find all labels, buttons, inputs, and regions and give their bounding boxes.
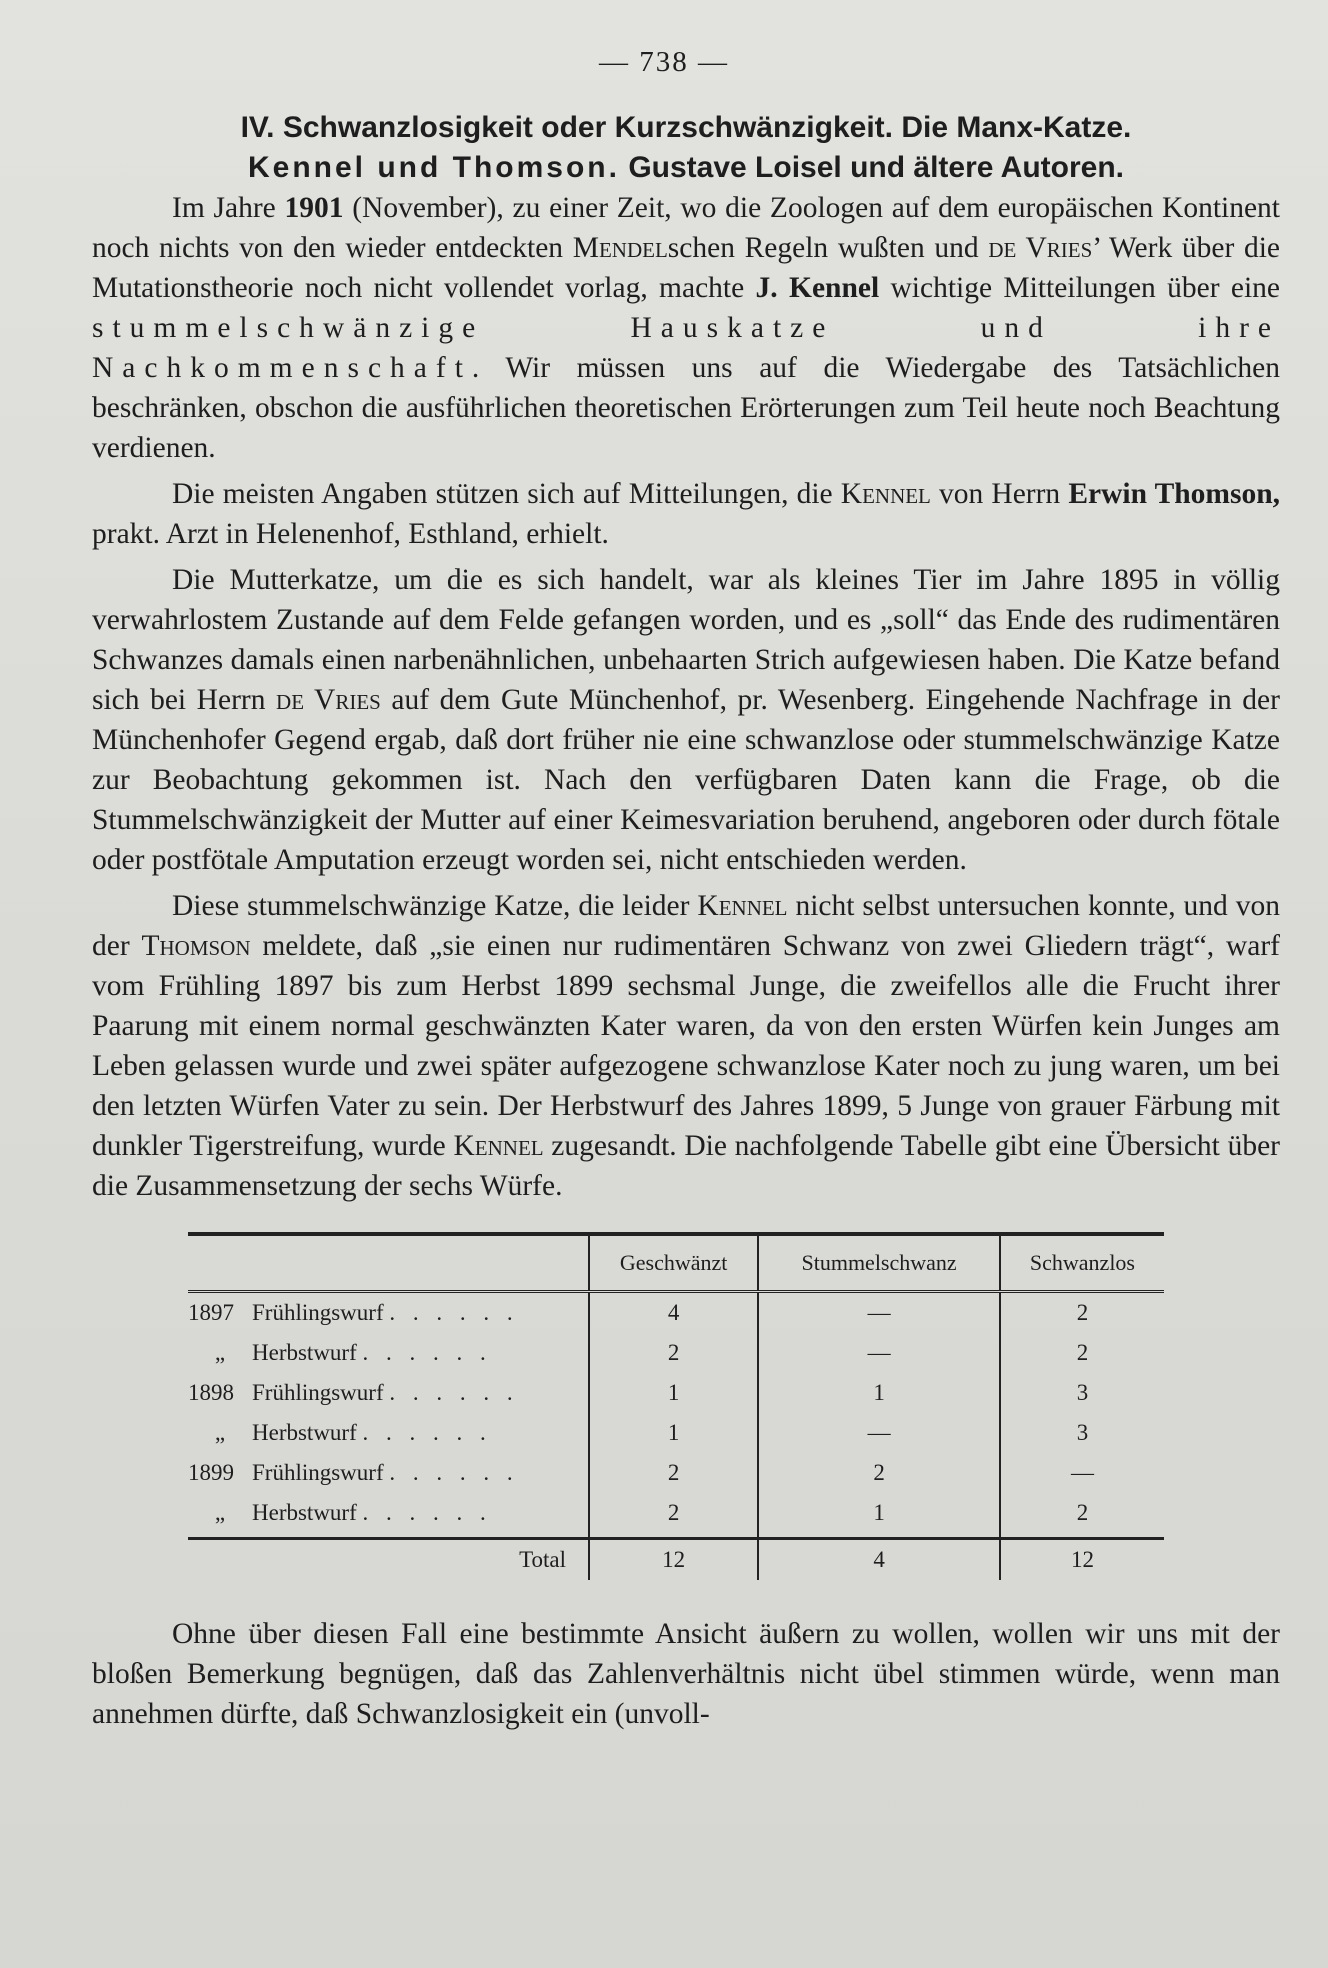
author-kennel-bold: J. Kennel — [755, 272, 880, 304]
author-thomson: Thomson — [141, 930, 251, 962]
litter-table — [188, 1232, 1164, 1580]
author-mendel: Mendel — [572, 232, 668, 264]
cell-schwanzlos: 2 — [1000, 1333, 1164, 1373]
header-stummelschwanz: Stummelschwanz — [758, 1236, 1000, 1292]
total-schwanzlos: 12 — [1000, 1539, 1164, 1581]
row-label: „ Herbstwurf . . . . . . — [214, 1500, 492, 1525]
cell-stummelschwanz: 1 — [758, 1373, 1000, 1413]
table-row — [188, 1413, 1164, 1453]
year-highlight: 1901 — [284, 192, 344, 224]
cell-geschwaenzt: 1 — [589, 1373, 758, 1413]
page-content — [92, 108, 1280, 1734]
author-de-vries-2: de Vries — [276, 684, 381, 716]
cell-schwanzlos: 2 — [1000, 1292, 1164, 1334]
table-row — [188, 1453, 1164, 1493]
litter-table-wrapper — [188, 1232, 1164, 1580]
cell-stummelschwanz: — — [758, 1292, 1000, 1334]
cell-stummelschwanz: — — [758, 1413, 1000, 1453]
cell-stummelschwanz: 2 — [758, 1453, 1000, 1493]
cell-geschwaenzt: 2 — [589, 1493, 758, 1539]
header-geschwaenzt: Geschwänzt — [589, 1236, 758, 1292]
total-label: Total — [188, 1539, 589, 1581]
row-label: „ Herbstwurf . . . . . . — [214, 1420, 492, 1445]
author-kennel: Kennel — [840, 478, 931, 510]
cell-schwanzlos: 2 — [1000, 1493, 1164, 1539]
paragraph-2: Die meisten Angaben stützen sich auf Mitteilungen, die Kennel von Herrn Erwin Thomson, prakt. Arzt in Helenenhof, Esthland, erhielt. — [92, 478, 1280, 550]
table-total-row — [188, 1539, 1164, 1581]
table-header-row — [188, 1236, 1164, 1292]
author-de-vries: de Vries — [988, 232, 1093, 264]
cell-schwanzlos: 3 — [1000, 1413, 1164, 1453]
page-number: — 738 — — [599, 46, 729, 78]
row-label: 1898 Frühlingswurf . . . . . . — [188, 1380, 519, 1405]
heading-authors-1: Kennel und Thomson. — [247, 151, 620, 184]
row-label: 1899 Frühlingswurf . . . . . . — [188, 1460, 519, 1485]
cell-schwanzlos: — — [1000, 1453, 1164, 1493]
paragraph-5: Ohne über diesen Fall eine bestimmte Ansicht äußern zu wollen, wollen wir uns mit der bloßen Bemerkung begnügen, daß das Zahlenverhältnis nicht übel stimmen würde, wenn man annehmen dürfte, daß Schwanzlosigkeit ein (unvoll- — [92, 1618, 1280, 1730]
total-geschwaenzt: 12 — [589, 1539, 758, 1581]
header-schwanzlos: Schwanzlos — [1000, 1236, 1164, 1292]
table-row — [188, 1333, 1164, 1373]
paragraph-4: Diese stummelschwänzige Katze, die leider Kennel nicht selbst untersuchen konnte, und von der Thomson meldete, daß „sie einen nur rudimentären Schwanz von zwei Gliedern trägt“, warf vom Frühling 1897 bis zum Herbst 1899 sechsmal Junge, die zweifellos alle die Frucht ihrer Paarung mit einem normal geschwänzten Kater waren, da von den ersten Würfen kein Junges am Leben gelassen wurde und zwei später aufgezogene schwanzlose Kater noch zu jung waren, um bei den letzten Würfen Vater zu sein. Der Herbstwurf des Jahres 1899, 5 Junge von grauer Färbung mit dunkler Tigerstreifung, wurde Kennel zugesandt. Die nachfolgende Tabelle gibt eine Übersicht über die Zusammensetzung der sechs Würfe. — [92, 890, 1280, 1202]
author-kennel-3: Kennel — [453, 1130, 544, 1162]
cell-geschwaenzt: 4 — [589, 1292, 758, 1334]
row-label: 1897 Frühlingswurf . . . . . . — [188, 1300, 519, 1325]
cell-stummelschwanz: 1 — [758, 1493, 1000, 1539]
table-row — [188, 1292, 1164, 1334]
table-header-blank — [188, 1236, 589, 1292]
table-row — [188, 1493, 1164, 1539]
heading-line-1: IV. Schwanzlosigkeit oder Kurzschwänzigkeit. Die Manx-Katze. — [240, 111, 1132, 144]
total-stummelschwanz: 4 — [758, 1539, 1000, 1581]
heading-authors-2: Gustave Loisel und ältere Autoren. — [628, 151, 1124, 184]
cell-geschwaenzt: 1 — [589, 1413, 758, 1453]
cell-stummelschwanz: — — [758, 1333, 1000, 1373]
cell-geschwaenzt: 2 — [589, 1453, 758, 1493]
table-row — [188, 1373, 1164, 1413]
section-heading — [92, 108, 1280, 188]
row-label: „ Herbstwurf . . . . . . — [214, 1340, 492, 1365]
paragraph-1: Im Jahre 1901 (November), zu einer Zeit, wo die Zoologen auf dem europäischen Kontinent noch nichts von den wieder entdeckten Mendelschen Regeln wußten und de Vries’ Werk über die Mutationstheorie noch nicht vollendet vorlag, machte J. Kennel wichtige Mitteilungen über eine stummelschwänzige Hauskatze und ihre Nachkommenschaft. Wir müssen uns auf die Wiedergabe des Tatsächlichen beschränken, obschon die ausführlichen theoretischen Erörterungen zum Teil heute noch Beachtung verdienen. — [92, 192, 1281, 464]
author-kennel-2: Kennel — [697, 890, 788, 922]
paragraph-3: Die Mutterkatze, um die es sich handelt, war als kleines Tier im Jahre 1895 in völlig verwahrlostem Zustande auf dem Felde gefangen worden, und es „soll“ das Ende des rudimentären Schwanzes damals einen narbenähnlichen, unbehaarten Strich aufgewiesen haben. Die Katze befand sich bei Herrn de Vries auf dem Gute Münchenhof, pr. Wesenberg. Eingehende Nachfrage in der Münchenhofer Gegend ergab, daß dort früher nie eine schwanzlose oder stummelschwänzige Katze zur Beobachtung gekommen ist. Nach den verfügbaren Daten kann die Frage, ob die Stummelschwänzigkeit der Mutter auf einer Keimesvariation beruhend, angeboren oder durch fötale oder postfötale Amputation erzeugt worden sei, nicht entschieden werden. — [92, 564, 1280, 876]
cell-schwanzlos: 3 — [1000, 1373, 1164, 1413]
spaced-emphasis: stummelschwänzige Hauskatze und ihre Nachkommenschaft — [92, 312, 1280, 384]
name-erwin-thomson: Erwin Thomson, — [1068, 478, 1280, 510]
cell-geschwaenzt: 2 — [589, 1333, 758, 1373]
